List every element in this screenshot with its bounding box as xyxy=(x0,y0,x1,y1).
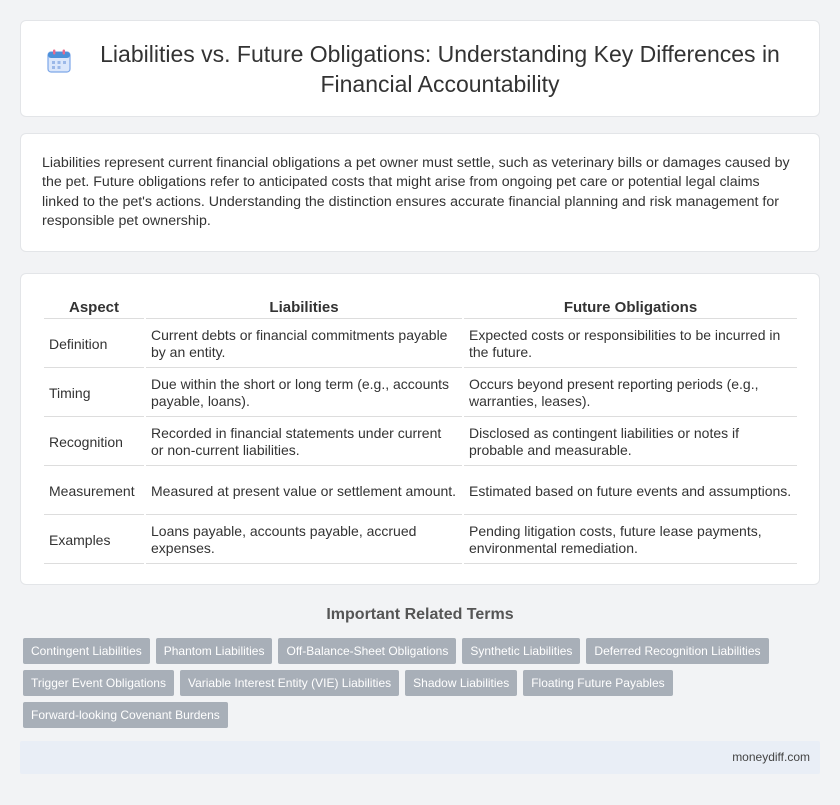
related-term-tag[interactable]: Phantom Liabilities xyxy=(156,638,273,664)
row-liabilities: Measured at present value or settlement amount. xyxy=(146,468,462,515)
row-aspect: Examples xyxy=(44,517,144,564)
comparison-table xyxy=(42,295,799,566)
related-term-tag[interactable]: Floating Future Payables xyxy=(523,670,672,696)
row-liabilities: Loans payable, accounts payable, accrued expenses. xyxy=(146,517,462,564)
comparison-table-card xyxy=(20,273,820,585)
row-future-obligations: Estimated based on future events and assumptions. xyxy=(464,468,797,515)
header-liabilities: Liabilities xyxy=(146,297,462,319)
intro-card xyxy=(20,133,820,252)
row-future-obligations: Disclosed as contingent liabilities or notes if probable and measurable. xyxy=(464,419,797,466)
row-aspect: Recognition xyxy=(44,419,144,466)
row-liabilities: Recorded in financial statements under current or non-current liabilities. xyxy=(146,419,462,466)
title-wrap xyxy=(41,21,799,116)
row-liabilities: Due within the short or long term (e.g., accounts payable, loans). xyxy=(146,370,462,417)
related-term-tag[interactable]: Variable Interest Entity (VIE) Liabilities xyxy=(180,670,399,696)
header-aspect: Aspect xyxy=(44,297,144,319)
related-terms-heading: Important Related Terms xyxy=(326,606,514,623)
related-term-tag[interactable]: Synthetic Liabilities xyxy=(462,638,580,664)
related-term-tag[interactable]: Contingent Liabilities xyxy=(23,638,150,664)
related-term-tag[interactable]: Deferred Recognition Liabilities xyxy=(586,638,768,664)
related-term-tag[interactable]: Shadow Liabilities xyxy=(405,670,517,696)
footer-bar xyxy=(20,741,820,774)
page-title: Liabilities vs. Future Obligations: Understanding Key Differences in Financial Accountability xyxy=(100,40,780,97)
related-terms-tags xyxy=(23,638,823,728)
row-future-obligations: Expected costs or responsibilities to be incurred in the future. xyxy=(464,321,797,368)
header-card xyxy=(20,20,820,117)
row-aspect: Timing xyxy=(44,370,144,417)
header-future-obligations: Future Obligations xyxy=(464,297,797,319)
related-term-tag[interactable]: Trigger Event Obligations xyxy=(23,670,174,696)
row-aspect: Measurement xyxy=(44,468,144,515)
intro-paragraph: Liabilities represent current financial obligations a pet owner must settle, such as veterinary bills or damages caused by the pet. Future obligations refer to anticipated costs that might arise from ongoing pet care or potential legal claims linked to the pet's actions. Understanding the distinction ensures accurate financial planning and risk management for responsible pet ownership. xyxy=(42,155,790,230)
row-future-obligations: Pending litigation costs, future lease payments, environmental remediation. xyxy=(464,517,797,564)
related-term-tag[interactable]: Forward-looking Covenant Burdens xyxy=(23,702,228,728)
table-row xyxy=(44,321,797,368)
row-liabilities: Current debts or financial commitments payable by an entity. xyxy=(146,321,462,368)
table-row xyxy=(44,468,797,515)
row-future-obligations: Occurs beyond present reporting periods (e.g., warranties, leases). xyxy=(464,370,797,417)
related-term-tag[interactable]: Off-Balance-Sheet Obligations xyxy=(278,638,456,664)
table-row xyxy=(44,419,797,466)
footer-site-link[interactable]: moneydiff.com xyxy=(732,750,810,764)
table-row xyxy=(44,517,797,564)
row-aspect: Definition xyxy=(44,321,144,368)
table-row xyxy=(44,370,797,417)
table-header-row xyxy=(44,297,797,319)
